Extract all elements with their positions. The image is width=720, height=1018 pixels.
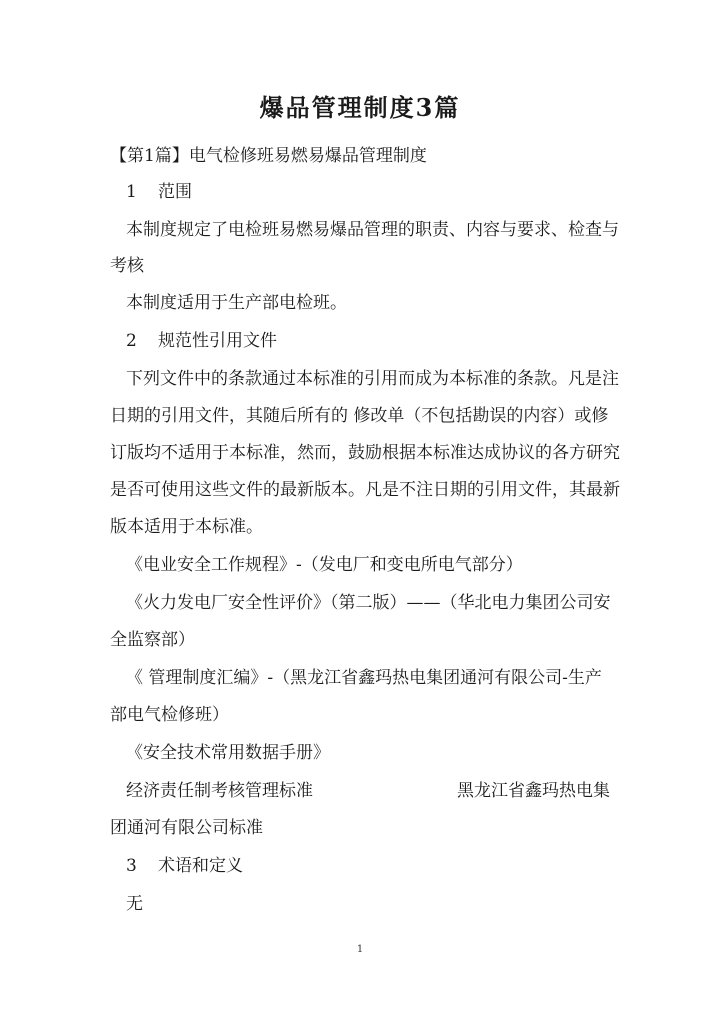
document-title: 爆品管理制度3篇	[259, 93, 461, 122]
section-title: 规范性引用文件	[158, 331, 277, 351]
paragraph-line: 无	[126, 894, 143, 914]
paragraph-line: 下列文件中的条款通过本标准的引用而成为本标准的条款。凡是注	[126, 369, 619, 389]
section-2-heading	[126, 329, 277, 353]
page-number: 1	[356, 944, 364, 955]
section-title: 术语和定义	[158, 856, 243, 876]
reference-item: 《火力发电厂安全性评价》（第二版）——（华北电力集团公司安	[126, 593, 611, 613]
paragraph-line: 本制度规定了电检班易燃易爆品管理的职责、内容与要求、检查与	[126, 220, 619, 240]
paragraph-line: 本制度适用于生产部电检班。	[126, 293, 347, 313]
reference-item: 《安全技术常用数据手册》	[126, 743, 330, 763]
reference-item: 《电业安全工作规程》-（发电厂和变电所电气部分）	[126, 555, 523, 575]
section-number: 1	[126, 182, 137, 202]
paragraph-line: 版本适用于本标准。	[110, 517, 263, 537]
reference-item-continued: 全监察部）	[110, 630, 195, 650]
paragraph-line: 是否可使用这些文件的最新版本。凡是不注日期的引用文件，其最新	[110, 480, 620, 500]
reference-left: 经济责任制考核管理标准	[126, 781, 313, 801]
reference-item: 《 管理制度汇编》-（黑龙江省鑫玛热电集团通河有限公司-生产	[126, 668, 602, 688]
section-3-heading	[126, 854, 243, 878]
section-number: 3	[126, 856, 137, 876]
chapter-heading: 【第1篇】电气检修班易燃易爆品管理制度	[110, 146, 427, 166]
section-1-heading	[126, 180, 192, 204]
section-number: 2	[126, 331, 137, 351]
reference-item-continued: 部电气检修班）	[110, 705, 229, 725]
paragraph-line: 考核	[110, 256, 144, 276]
section-title: 范围	[158, 182, 192, 202]
reference-item-continued: 团通河有限公司标准	[110, 818, 263, 838]
reference-right: 黑龙江省鑫玛热电集	[457, 781, 610, 801]
paragraph-line: 订版均不适用于本标准，然而，鼓励根据本标准达成协议的各方研究	[110, 443, 620, 463]
reference-item	[126, 779, 610, 803]
paragraph-line: 日期的引用文件，其随后所有的 修改单（不包括勘误的内容）或修	[110, 406, 609, 426]
